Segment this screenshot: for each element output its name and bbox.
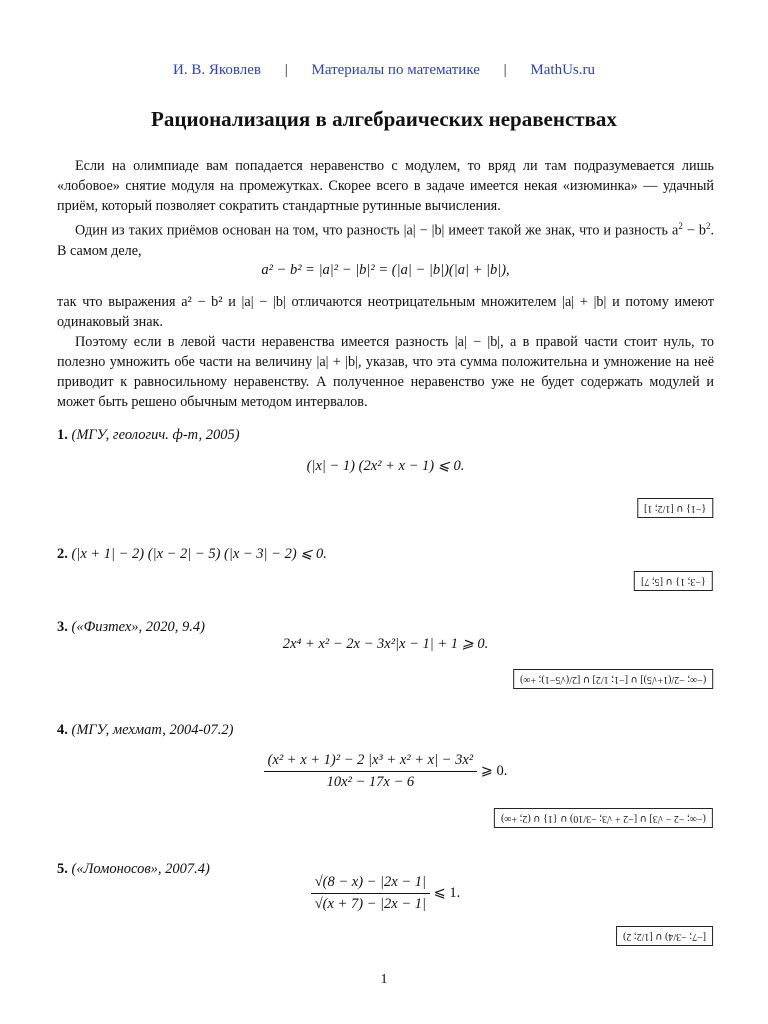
problem-formula: (|x + 1| − 2) (|x − 2| − 5) (|x − 3| − 2) ⩽ 0. — [71, 546, 327, 562]
page-title: Рационализация в алгебраических неравенствах — [151, 107, 617, 131]
problem-4-formula — [57, 752, 714, 791]
problem-source: (МГУ, мехмат, 2004-07.2) — [71, 722, 234, 738]
intro-paragraph-2: Один из таких приёмов основан на том, что разность |a| − |b| имеет такой же знак, что и разность $a^2 - b^2$. В самом деле, — [57, 221, 714, 259]
materials-link[interactable]: Материалы по математике — [311, 62, 480, 78]
problem-number: 4. — [57, 722, 68, 738]
header-separator: | — [284, 62, 288, 78]
page-number: 1 — [380, 972, 388, 987]
problem-1 — [57, 427, 240, 444]
denominator: 10x² − 17x − 6 — [326, 774, 415, 790]
numerator: √(8 − x) − |2x − 1| — [311, 874, 430, 894]
problem-source: (МГУ, геологич. ф-т, 2005) — [71, 427, 240, 443]
fraction — [311, 874, 430, 913]
fraction-tail: ⩽ 1. — [433, 884, 461, 901]
intro-paragraph-3: так что выражения a² − b² и |a| − |b| отличаются неотрицательным множителем |a| + |b| и потому имеют одинаковый знак. — [57, 294, 714, 330]
problem-1-answer: {−1} ∪ [1/2; 1] — [637, 498, 713, 518]
problem-number: 3. — [57, 619, 68, 635]
problem-4 — [57, 722, 233, 739]
problem-3-formula: 2x⁴ + x² − 2x − 3x²|x − 1| + 1 ⩾ 0. — [282, 636, 489, 652]
problem-source: («Ломоносов», 2007.4) — [71, 861, 210, 877]
problem-source: («Физтех», 2020, 9.4) — [71, 619, 206, 635]
problem-number: 2. — [57, 546, 68, 562]
problem-3-answer: (−∞; −2/(1+√5)] ∪ [−1; 1/2] ∪ [2/(√5−1); +∞) — [513, 669, 713, 689]
fraction — [264, 752, 478, 791]
author-link[interactable]: И. В. Яковлев — [172, 62, 261, 78]
problem-number: 5. — [57, 861, 68, 877]
problem-2-answer: {−3; 1} ∪ [5; 7] — [634, 571, 713, 591]
header-separator: | — [503, 62, 507, 78]
problem-4-answer: (−∞; −2 − √3] ∪ [−2 + √3; −3/10) ∪ {1} ∪ (2; +∞) — [494, 808, 713, 828]
numerator: (x² + x + 1)² − 2 |x³ + x² + x| − 3x² — [264, 752, 478, 772]
page-header — [0, 62, 768, 79]
intro-formula: a² − b² = |a|² − |b|² = (|a| − |b|)(|a| + |b|), — [261, 262, 510, 278]
intro-paragraph-1: Если на олимпиаде вам попадается неравенство с модулем, то вряд ли там подразумевается лишь «лобовое» снятие модуля на промежутках. Скорее всего в задаче имеется некая «изюминка» — удачный приём, который позволяет сократить стандартные рутинные вычисления. — [57, 158, 714, 214]
problem-2 — [57, 546, 327, 563]
problem-3 — [57, 619, 205, 636]
problem-1-formula: (|x| − 1) (2x² + x − 1) ⩽ 0. — [306, 458, 465, 474]
fraction-tail: ⩾ 0. — [480, 762, 508, 779]
problem-5-formula — [57, 874, 714, 913]
denominator: √(x + 7) − |2x − 1| — [314, 896, 427, 912]
intro-paragraph-4: Поэтому если в левой части неравенства имеется разность |a| − |b|, а в правой части стоит нуль, то полезно умножить обе части на величину |a| + |b|, указав, что эта сумма положительна и умножение на неё приводит к равносильному неравенству. А полученное неравенство уже не будет содержать модулей и может быть решено обычным методом интервалов. — [57, 334, 714, 410]
problem-5-answer: [−7; −3/4) ∪ [1/2; 2) — [616, 926, 713, 946]
site-link[interactable]: MathUs.ru — [530, 62, 595, 78]
problem-number: 1. — [57, 427, 68, 443]
